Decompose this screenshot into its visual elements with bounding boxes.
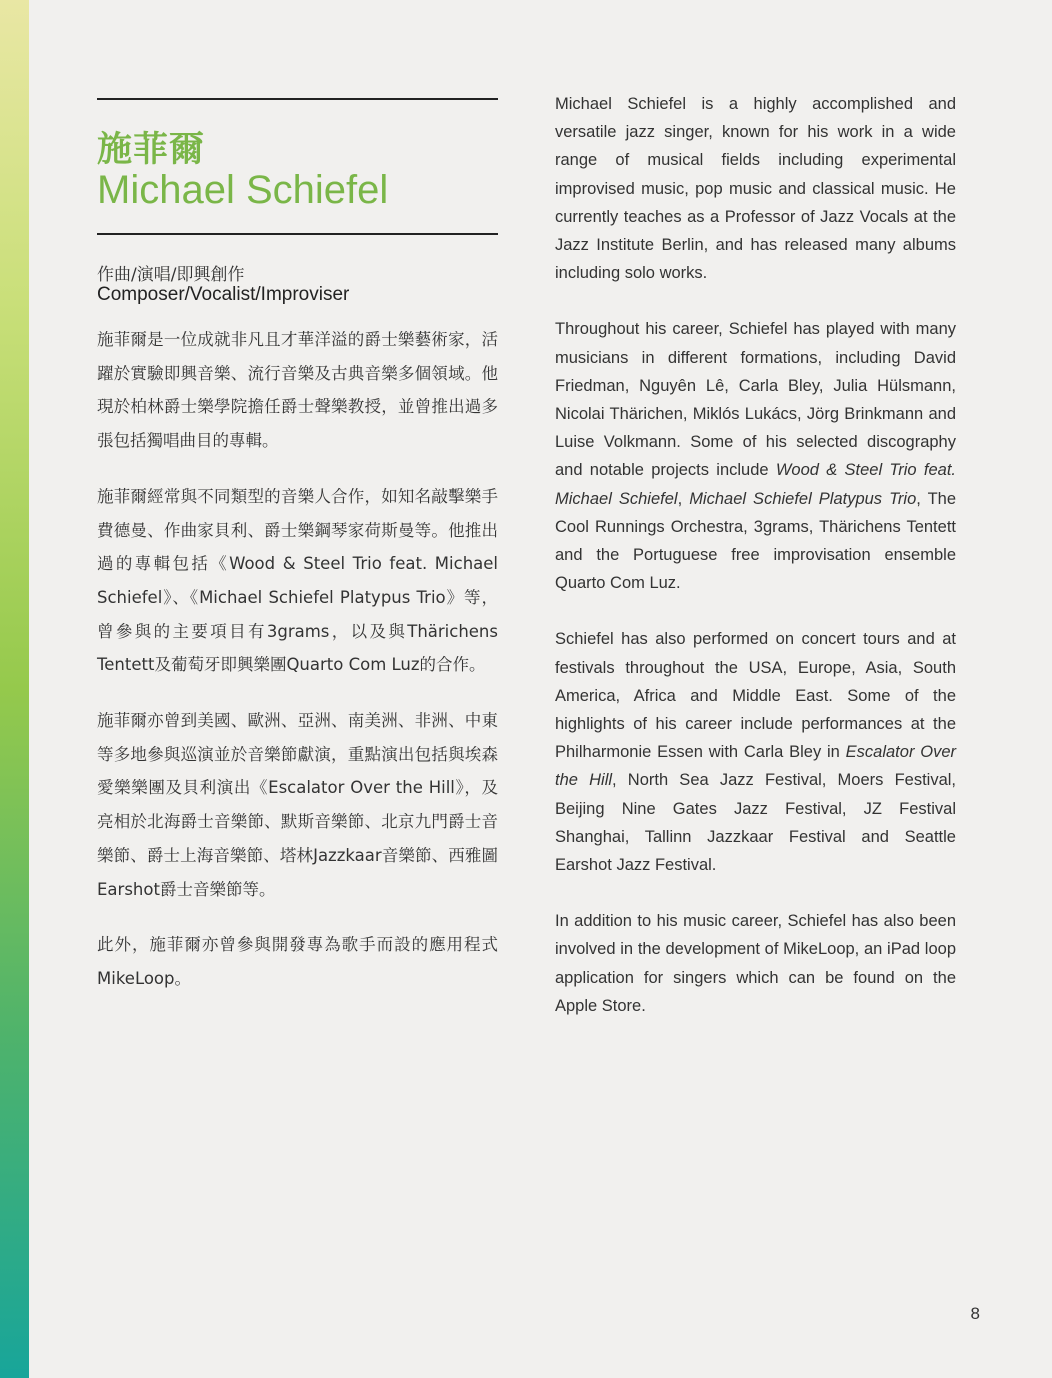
en-p2-text-c: , The Cool Runnings Orchestra, 3grams, Thärichens Tentett and the Portuguese free improvisation ensemble Quarto Com Luz. bbox=[555, 489, 956, 593]
en-p3-text-a: Schiefel has also performed on concert tours and at festivals throughout the USA, Europe, Asia, South America, Africa and Middle East. Some of the highlights of his career include performances at the Philharmonie Essen with Carla Bley in bbox=[555, 630, 956, 762]
en-paragraph-1: Michael Schiefel is a highly accomplished and versatile jazz singer, known for his work in a wide range of musical fields including experimental improvised music, pop music and classical music. He currently teaches as a Professor of Jazz Vocals at the Jazz Institute Berlin, and has released many albums including solo works. bbox=[555, 95, 956, 283]
zh-paragraph-3: 施菲爾亦曾到美國、歐洲、亞洲、南美洲、非洲、中東等多地參與巡演並於音樂節獻演，重點演出包括與埃森愛樂樂團及貝利演出《Escalator Over the Hill》，及亮相於北海爵士音樂節、默斯音樂節、北京九門爵士音樂節、爵士上海音樂節、塔林Jazzkaar音樂節、西雅圖Earshot爵士音樂節等。 bbox=[97, 711, 498, 899]
gradient-side-bar bbox=[0, 0, 29, 1378]
artist-role-chinese: 作曲/演唱/即興創作 bbox=[97, 265, 245, 285]
artist-name-english: Michael Schiefel bbox=[97, 168, 389, 212]
en-p3-work-title: Escalator Over the Hill bbox=[555, 743, 956, 790]
bottom-divider bbox=[97, 233, 498, 235]
page-number: 8 bbox=[970, 1304, 980, 1323]
english-biography bbox=[555, 90, 956, 1048]
chinese-biography bbox=[97, 323, 498, 1018]
artist-role-english: Composer/Vocalist/Improviser bbox=[97, 284, 350, 305]
top-divider bbox=[97, 98, 498, 100]
en-p3-text-b: , North Sea Jazz Festival, Moers Festival, Beijing Nine Gates Jazz Festival, JZ Festival Shanghai, Tallinn Jazzkaar Festival and Seattle Earshot Jazz Festival. bbox=[555, 771, 956, 875]
zh-paragraph-2: 施菲爾經常與不同類型的音樂人合作，如知名敲擊樂手費德曼、作曲家貝利、爵士樂鋼琴家荷斯曼等。他推出過的專輯包括《Wood & Steel Trio feat. Michael Schiefel》、《Michael Schiefel Platypus Trio》等，曾參與的主要項目有3grams，以及與Thärichens Tentett及葡萄牙即興樂團Quarto Com Luz的合作。 bbox=[97, 486, 498, 675]
en-p2-album-1: Wood & Steel Trio feat. Michael Schiefel bbox=[555, 461, 956, 508]
zh-paragraph-1: 施菲爾是一位成就非凡且才華洋溢的爵士樂藝術家，活躍於實驗即興音樂、流行音樂及古典音樂多個領域。他現於柏林爵士樂學院擔任爵士聲樂教授，並曾推出過多張包括獨唱曲目的專輯。 bbox=[97, 330, 498, 451]
artist-name-chinese: 施菲爾 bbox=[97, 130, 206, 170]
en-paragraph-2 bbox=[555, 315, 956, 597]
en-paragraph-4: In addition to his music career, Schiefel has also been involved in the development of MikeLoop, an iPad loop application for singers which can be found on the Apple Store. bbox=[555, 912, 956, 1015]
zh-paragraph-4: 此外，施菲爾亦曾參與開發專為歌手而設的應用程式MikeLoop。 bbox=[97, 935, 498, 988]
en-p2-album-2: Michael Schiefel Platypus Trio bbox=[689, 489, 917, 508]
en-paragraph-3 bbox=[555, 625, 956, 879]
en-p2-text-b: , bbox=[677, 489, 690, 508]
en-p2-text-a: Throughout his career, Schiefel has played with many musicians in different formations, including David Friedman, Nguyên Lê, Carla Bley, Julia Hülsmann, Nicolai Thärichen, Miklós Lukács, Jörg Brinkmann and Luise Volkmann. Some of his selected discography and notable projects include bbox=[555, 320, 956, 480]
